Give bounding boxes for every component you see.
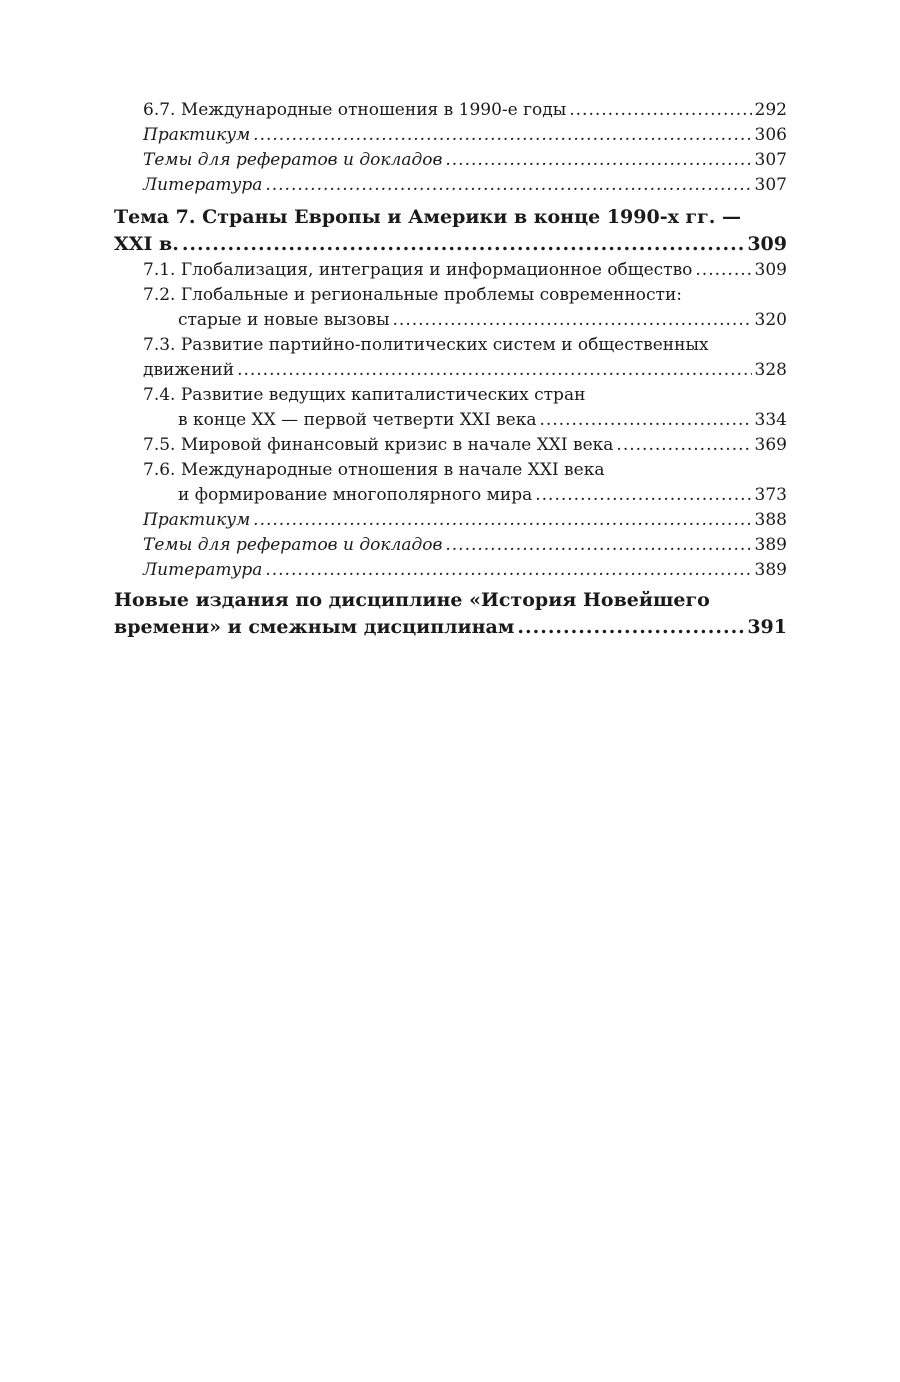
- toc-entry-line: [114, 333, 787, 358]
- toc-page-number: 373: [754, 485, 787, 505]
- toc-entry-topics-6[interactable]: [114, 148, 787, 173]
- toc-entry-label: Практикум: [143, 125, 251, 145]
- toc-entry-literature-7[interactable]: [114, 558, 787, 583]
- toc-page-number: 328: [754, 360, 787, 380]
- dot-leader: [445, 533, 751, 558]
- dot-leader: [265, 558, 751, 583]
- toc-page-number: 391: [747, 616, 787, 638]
- toc-entry-6-7[interactable]: [114, 98, 787, 123]
- toc-entry-7-2[interactable]: [114, 283, 787, 333]
- toc-page-number: 309: [747, 233, 787, 255]
- toc-entry-7-5[interactable]: [114, 433, 787, 458]
- table-of-contents: [114, 98, 787, 641]
- toc-entry-label: старые и новые вызовы: [178, 310, 390, 330]
- dot-leader: [253, 123, 751, 148]
- toc-entry-line: [114, 283, 787, 308]
- toc-entry-label: Литература: [143, 560, 263, 580]
- toc-entry-label: движений: [143, 360, 235, 380]
- toc-entry-line: [114, 587, 787, 614]
- toc-page-number: 369: [754, 435, 787, 455]
- toc-entry-label: 7.1. Глобализация, интеграция и информационное общество: [143, 260, 693, 280]
- toc-entry-label: Новые издания по дисциплине «История Новейшего: [114, 589, 710, 611]
- toc-entry-7-6[interactable]: [114, 458, 787, 508]
- toc-entry-7-4[interactable]: [114, 383, 787, 433]
- toc-entry-label: 7.5. Мировой финансовый кризис в начале XXI века: [143, 435, 614, 455]
- toc-entry-practicum-7[interactable]: [114, 508, 787, 533]
- toc-entry-label: в конце XX — первой четверти XXI века: [178, 410, 537, 430]
- toc-entry-7-3[interactable]: [114, 333, 787, 383]
- toc-entry-literature-6[interactable]: [114, 173, 787, 198]
- dot-leader: [535, 483, 751, 508]
- toc-entry-topics-7[interactable]: [114, 533, 787, 558]
- toc-entry-label: 7.4. Развитие ведущих капиталистических стран: [143, 385, 586, 405]
- toc-page-number: 388: [754, 510, 787, 530]
- toc-entry-7-1[interactable]: [114, 258, 787, 283]
- toc-entry-label: и формирование многополярного мира: [178, 485, 533, 505]
- toc-entry-line: [114, 458, 787, 483]
- dot-leader: [182, 231, 745, 258]
- toc-entry-label: Практикум: [143, 510, 251, 530]
- toc-entry-label: 7.2. Глобальные и региональные проблемы современности:: [143, 285, 683, 305]
- dot-leader: [253, 508, 751, 533]
- toc-entry-line: [114, 358, 787, 383]
- toc-entry-line: [114, 204, 787, 231]
- dot-leader: [695, 258, 751, 283]
- toc-page-number: 334: [754, 410, 787, 430]
- dot-leader: [237, 358, 751, 383]
- toc-page-number: 309: [754, 260, 787, 280]
- toc-entry-label: Литература: [143, 175, 263, 195]
- toc-page-number: 320: [754, 310, 787, 330]
- toc-page-number: 307: [754, 175, 787, 195]
- toc-entry-practicum-6[interactable]: [114, 123, 787, 148]
- dot-leader: [265, 173, 751, 198]
- toc-page-number: 389: [754, 560, 787, 580]
- toc-entry-line: [114, 308, 787, 333]
- toc-entry-new-editions[interactable]: [114, 587, 787, 641]
- toc-entry-line: [114, 614, 787, 641]
- toc-entry-label: Тема 7. Страны Европы и Америки в конце 1990-х гг. —: [114, 206, 742, 228]
- toc-page-number: 307: [754, 150, 787, 170]
- dot-leader: [517, 614, 744, 641]
- toc-entry-label: 7.3. Развитие партийно-политических систем и общественных: [143, 335, 709, 355]
- toc-entry-line: [114, 408, 787, 433]
- toc-entry-line: [114, 383, 787, 408]
- toc-entry-label: XXI в.: [114, 233, 179, 255]
- toc-entry-label: времени» и смежным дисциплинам: [114, 616, 515, 638]
- dot-leader: [393, 308, 752, 333]
- toc-entry-label: 7.6. Международные отношения в начале XXI века: [143, 460, 605, 480]
- dot-leader: [616, 433, 751, 458]
- toc-entry-label: 6.7. Международные отношения в 1990-е годы: [143, 100, 567, 120]
- toc-entry-line: [114, 231, 787, 258]
- toc-entry-label: Темы для рефератов и докладов: [143, 535, 443, 555]
- dot-leader: [445, 148, 751, 173]
- dot-leader: [539, 408, 751, 433]
- toc-page-number: 389: [754, 535, 787, 555]
- dot-leader: [569, 98, 751, 123]
- toc-page-number: 292: [754, 100, 787, 120]
- toc-entry-label: Темы для рефератов и докладов: [143, 150, 443, 170]
- toc-page-number: 306: [754, 125, 787, 145]
- toc-entry-theme-7[interactable]: [114, 204, 787, 258]
- toc-entry-line: [114, 483, 787, 508]
